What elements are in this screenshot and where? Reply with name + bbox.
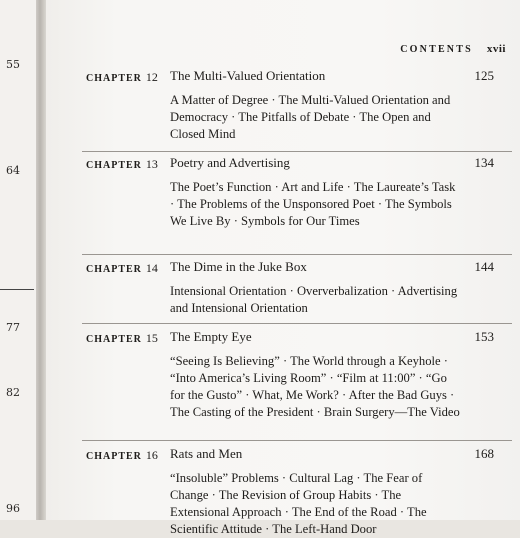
chapter-divider	[82, 440, 512, 441]
chapter-page-number: 153	[474, 329, 494, 344]
facing-page-number: 77	[6, 321, 20, 334]
chapter-number: 12	[145, 70, 158, 84]
chapter-label: CHAPTER 16	[86, 448, 158, 462]
book-gutter	[36, 0, 46, 520]
chapter-title: The Multi-Valued Orientation	[170, 68, 326, 83]
chapter-page-number: 134	[474, 155, 494, 170]
chapter-divider	[82, 254, 512, 255]
facing-page-rule	[0, 289, 34, 290]
chapter-divider	[82, 323, 512, 324]
chapter-number: 16	[145, 448, 158, 462]
chapter-divider	[82, 151, 512, 152]
chapter-title: Poetry and Advertising	[170, 155, 290, 170]
chapter-title: The Empty Eye	[170, 329, 252, 344]
chapter-page-number: 144	[474, 259, 494, 274]
facing-page-number: 55	[6, 58, 20, 71]
chapter-sections: A Matter of Degree · The Multi-Valued Orientation and Democracy · The Pitfalls of Debate · The Open and Closed Mind	[170, 93, 451, 141]
chapter-sections: Intensional Orientation · Oververbalization · Advertising and Intensional Orientation	[170, 284, 458, 315]
chapter-label: CHAPTER 15	[86, 331, 158, 345]
chapter-sections: The Poet’s Function · Art and Life · The Laureate’s Task · The Problems of the Unsponsored Poet · The Symbols We Live By · Symbols for Our Times	[170, 180, 456, 228]
chapter-number: 14	[145, 261, 158, 275]
running-head	[400, 43, 506, 55]
chapter-title: Rats and Men	[170, 446, 243, 461]
chapter-sections: “Insoluble” Problems · Cultural Lag · The Fear of Change · The Revision of Group Habits · The Extensional Approach · The End of the Road · The Scientific Attitude · The Left-Hand Door	[170, 471, 427, 536]
chapter-title: The Dime in the Juke Box	[170, 259, 307, 274]
chapter-page-number: 168	[474, 446, 494, 461]
chapter-label: CHAPTER 12	[86, 70, 158, 84]
chapter-page-number: 125	[474, 68, 494, 83]
chapter-number: 15	[145, 331, 158, 345]
facing-page-number: 82	[6, 386, 20, 399]
chapter-number: 13	[145, 157, 158, 171]
facing-page-number: 64	[6, 164, 20, 177]
running-head-page-number: xvii	[486, 43, 506, 55]
chapter-label: CHAPTER 14	[86, 261, 158, 275]
chapter-label: CHAPTER 13	[86, 157, 158, 171]
contents-page	[46, 0, 520, 536]
chapter-sections: “Seeing Is Believing” · The World through a Keyhole · “Into America’s Living Room” · “Film at 11:00” · “Go for the Gusto” · What, Me Work? · After the Bad Guys · The Casting of the President · Brain Surgery—The Video	[170, 354, 460, 419]
facing-page-number: 96	[6, 502, 20, 515]
facing-page	[0, 0, 40, 520]
running-head-label: CONTENTS	[400, 44, 473, 55]
